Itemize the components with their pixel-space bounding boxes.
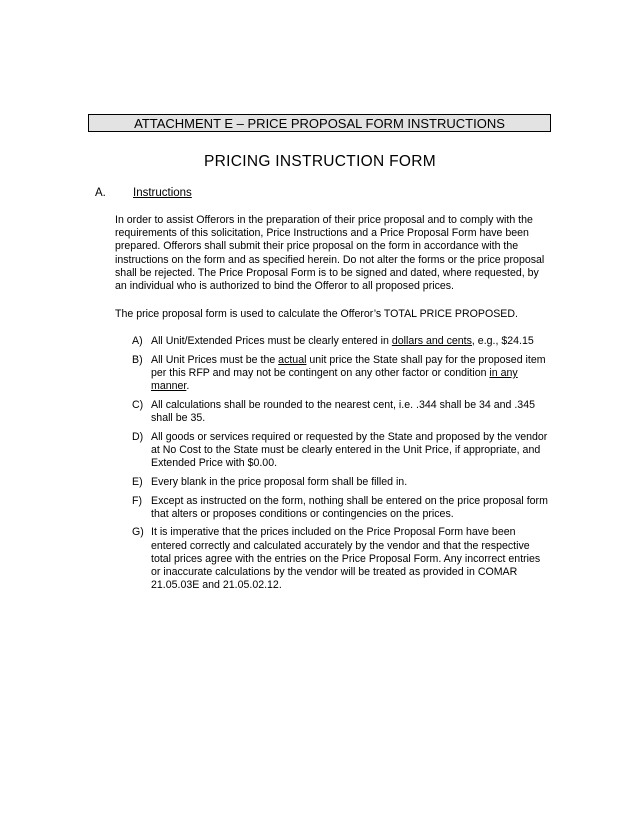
section-letter: A. [95,187,106,199]
form-title: PRICING INSTRUCTION FORM [204,153,436,170]
item-label: E) [132,475,143,488]
list-item [132,399,552,425]
item-label: C) [132,398,144,411]
section-title: Instructions [133,187,192,199]
list-item [132,335,552,348]
list-item [132,476,552,489]
list-item [132,495,552,521]
attachment-header: ATTACHMENT E – PRICE PROPOSAL FORM INSTRUCTIONS [88,114,551,132]
section-heading [95,187,192,199]
item-label: D) [132,430,144,443]
item-label: A) [132,335,143,347]
item-label: G) [132,526,144,539]
item-label: F) [132,494,142,507]
list-item [132,526,552,592]
item-text: All Unit/Extended Prices must be clearly entered in dollars and cents, e.g., $24.15 [151,335,534,347]
item-text: All calculations shall be rounded to the nearest cent, i.e. .344 shall be 34 and .345 shall be 35. [151,398,535,425]
item-text: All goods or services required or requested by the State and proposed by the vendor at No Cost to the State must be clearly entered in the Unit Price, if appropriate, and Extended Price with $0.00. [151,430,548,470]
instruction-list [132,335,552,598]
item-text: It is imperative that the prices included on the Price Proposal Form have been entered correctly and calculated accurately by the vendor and that the respective total prices agree with the entries on the Price Proposal Form. Any incorrect entries or inaccurate calculations by the vendor will be treated as provided in COMAR 21.05.03E and 21.05.02.12. [151,526,541,592]
item-text: Except as instructed on the form, nothing shall be entered on the price proposal form that alters or proposes conditions or contingencies on the prices. [151,494,548,520]
intro-paragraph: In order to assist Offerors in the preparation of their price proposal and to comply with the requirements of this solicitation, Price Instructions and a Price Proposal Form have been prepared. Offerors shall submit their price proposal on the form in accordance with the instructions on the form and as specified herein. Do not alter the forms or the price proposal shall be rejected. The Price Proposal Form is to be signed and dated, where requested, by an individual who is authorized to bind the Offeror to all proposed prices. [115,214,545,293]
item-text: All Unit Prices must be the actual unit price the State shall pay for the proposed item per this RFP and may not be contingent on any other factor or condition in any manner. [151,353,546,393]
list-item [132,354,552,394]
list-item [132,431,552,471]
total-price-paragraph: The price proposal form is used to calculate the Offeror’s TOTAL PRICE PROPOSED. [115,308,518,320]
item-label: B) [132,353,143,366]
item-text: Every blank in the price proposal form shall be filled in. [151,475,408,488]
